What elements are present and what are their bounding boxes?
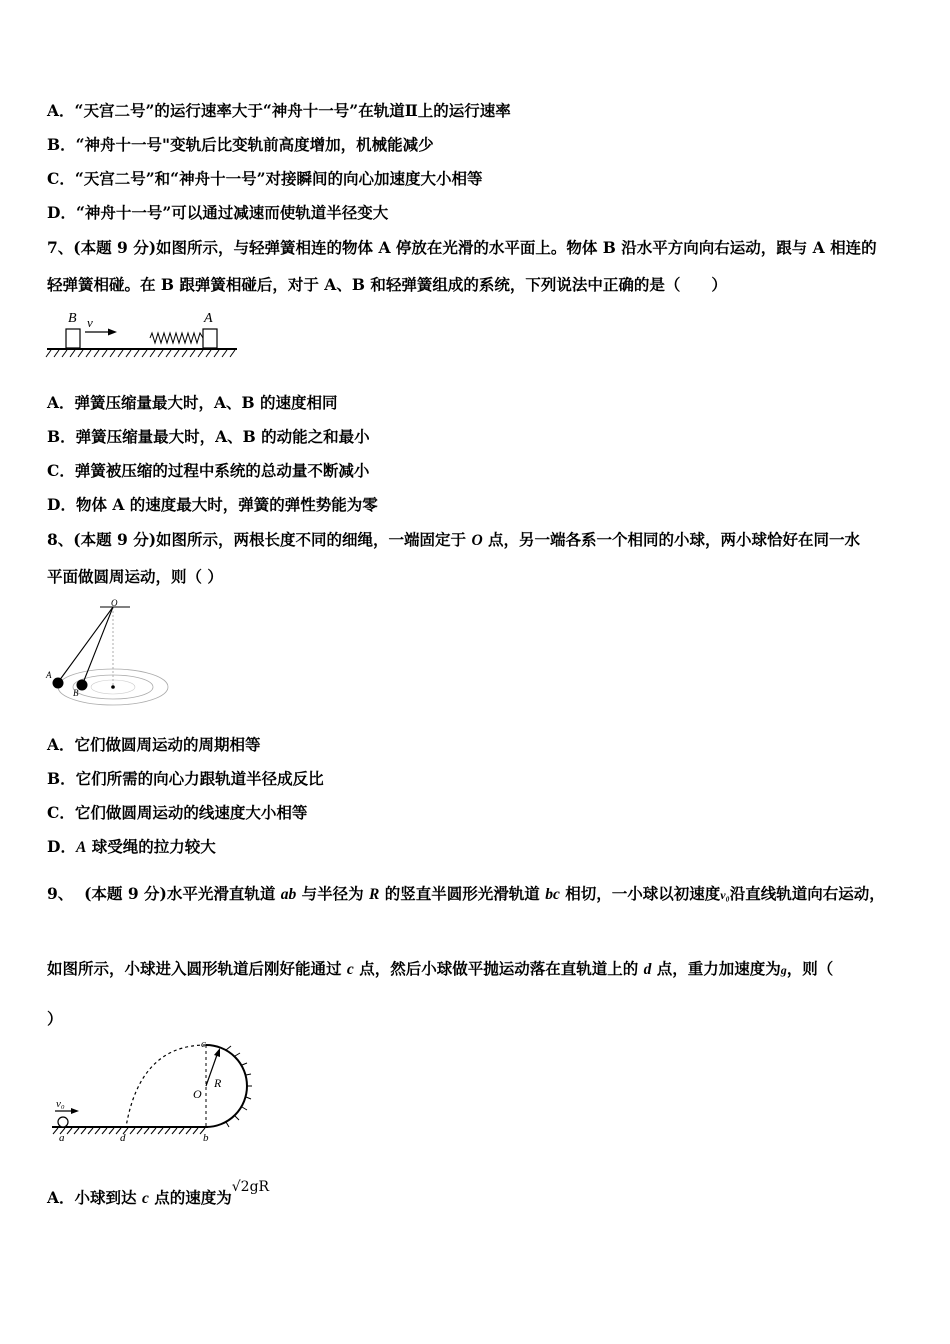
block-b xyxy=(66,329,80,348)
q6-option-d: D．“神舟十一号”可以通过减速而使轨道半径变大 xyxy=(47,203,389,222)
q6-option-a: A．“天宫二号”的运行速率大于“神舟十一号”在轨道Ⅱ上的运行速率 xyxy=(47,101,511,120)
label-v: v xyxy=(87,315,93,330)
q9-stem-line3: ） xyxy=(47,1009,63,1028)
circle-center xyxy=(111,685,115,689)
label-r: R xyxy=(214,1076,222,1090)
velocity-arrow xyxy=(108,329,117,336)
q9-stem-line2: 如图所示，小球进入圆形轨道后刚好能通过 c 点，然后小球做平抛运动落在直轨道上的 d 点，重力加速度为g，则（ xyxy=(47,959,834,978)
label-v0: v₀ xyxy=(56,1098,65,1110)
semicircle-track xyxy=(206,1045,247,1127)
string-b xyxy=(83,607,113,683)
q7-spring-figure xyxy=(45,305,240,365)
q8-option-b: B．它们所需的向心力跟轨道半径成反比 xyxy=(47,769,324,788)
label-a: A xyxy=(46,670,52,680)
label-d: d xyxy=(120,1132,126,1144)
label-b: B xyxy=(73,688,79,698)
label-a: a xyxy=(59,1132,65,1144)
q7-option-d: D．物体 A 的速度最大时，弹簧的弹性势能为零 xyxy=(47,495,378,514)
label-o: O xyxy=(193,1087,202,1101)
v0-arrow xyxy=(71,1108,79,1114)
spring xyxy=(150,333,203,343)
q9-track-figure xyxy=(50,1038,260,1148)
q7-option-a: A．弹簧压缩量最大时，A、B 的速度相同 xyxy=(47,393,338,412)
projectile-path xyxy=(126,1045,206,1127)
string-a xyxy=(59,607,113,681)
q9-stem-line1: 9、 (本题 9 分)水平光滑直轨道 ab 与半径为 R 的竖直半圆形光滑轨道 bc 相切，一小球以初速度v₀沿直线轨道向右运动， xyxy=(47,884,885,903)
q8-stem-line1: 8、(本题 9 分)如图所示，两根长度不同的细绳，一端固定于 O 点，另一端各系一个相同的小球，两小球恰好在同一水 xyxy=(47,530,861,549)
ball xyxy=(58,1117,68,1127)
q9-option-a: A．小球到达 c 点的速度为√2gR xyxy=(47,1179,270,1207)
q8-option-c: C．它们做圆周运动的线速度大小相等 xyxy=(47,803,308,822)
q7-option-b: B．弹簧压缩量最大时，A、B 的动能之和最小 xyxy=(47,427,370,446)
q6-option-c: C．“天宫二号”和“神舟十一号”对接瞬间的向心加速度大小相等 xyxy=(47,169,483,188)
formula: √2gR xyxy=(231,1179,270,1195)
q7-stem-line2: 轻弹簧相碰。在 B 跟弹簧相碰后，对于 A、B 和轻弹簧组成的系统，下列说法中正确的是（ ） xyxy=(47,275,727,294)
block-a xyxy=(203,329,217,348)
label-o: O xyxy=(111,598,118,608)
q6-option-b: B．“神舟十一号"变轨后比变轨前高度增加，机械能减少 xyxy=(47,135,434,154)
ball-a xyxy=(53,678,64,689)
q8-conical-pendulum-figure xyxy=(45,595,175,715)
q8-stem-line2: 平面做圆周运动，则（ ） xyxy=(47,567,223,586)
label-b: B xyxy=(68,311,77,326)
q7-option-c: C．弹簧被压缩的过程中系统的总动量不断减小 xyxy=(47,461,370,480)
label-c: c xyxy=(201,1038,206,1050)
label-a: A xyxy=(204,311,213,326)
q8-option-d: D．A 球受绳的拉力较大 xyxy=(47,837,216,856)
q8-option-a: A．它们做圆周运动的周期相等 xyxy=(47,735,261,754)
label-b: b xyxy=(203,1132,209,1144)
q7-stem-line1: 7、(本题 9 分)如图所示，与轻弹簧相连的物体 A 停放在光滑的水平面上。物体 B 沿水平方向向右运动，跟与 A 相连的 xyxy=(47,238,877,257)
